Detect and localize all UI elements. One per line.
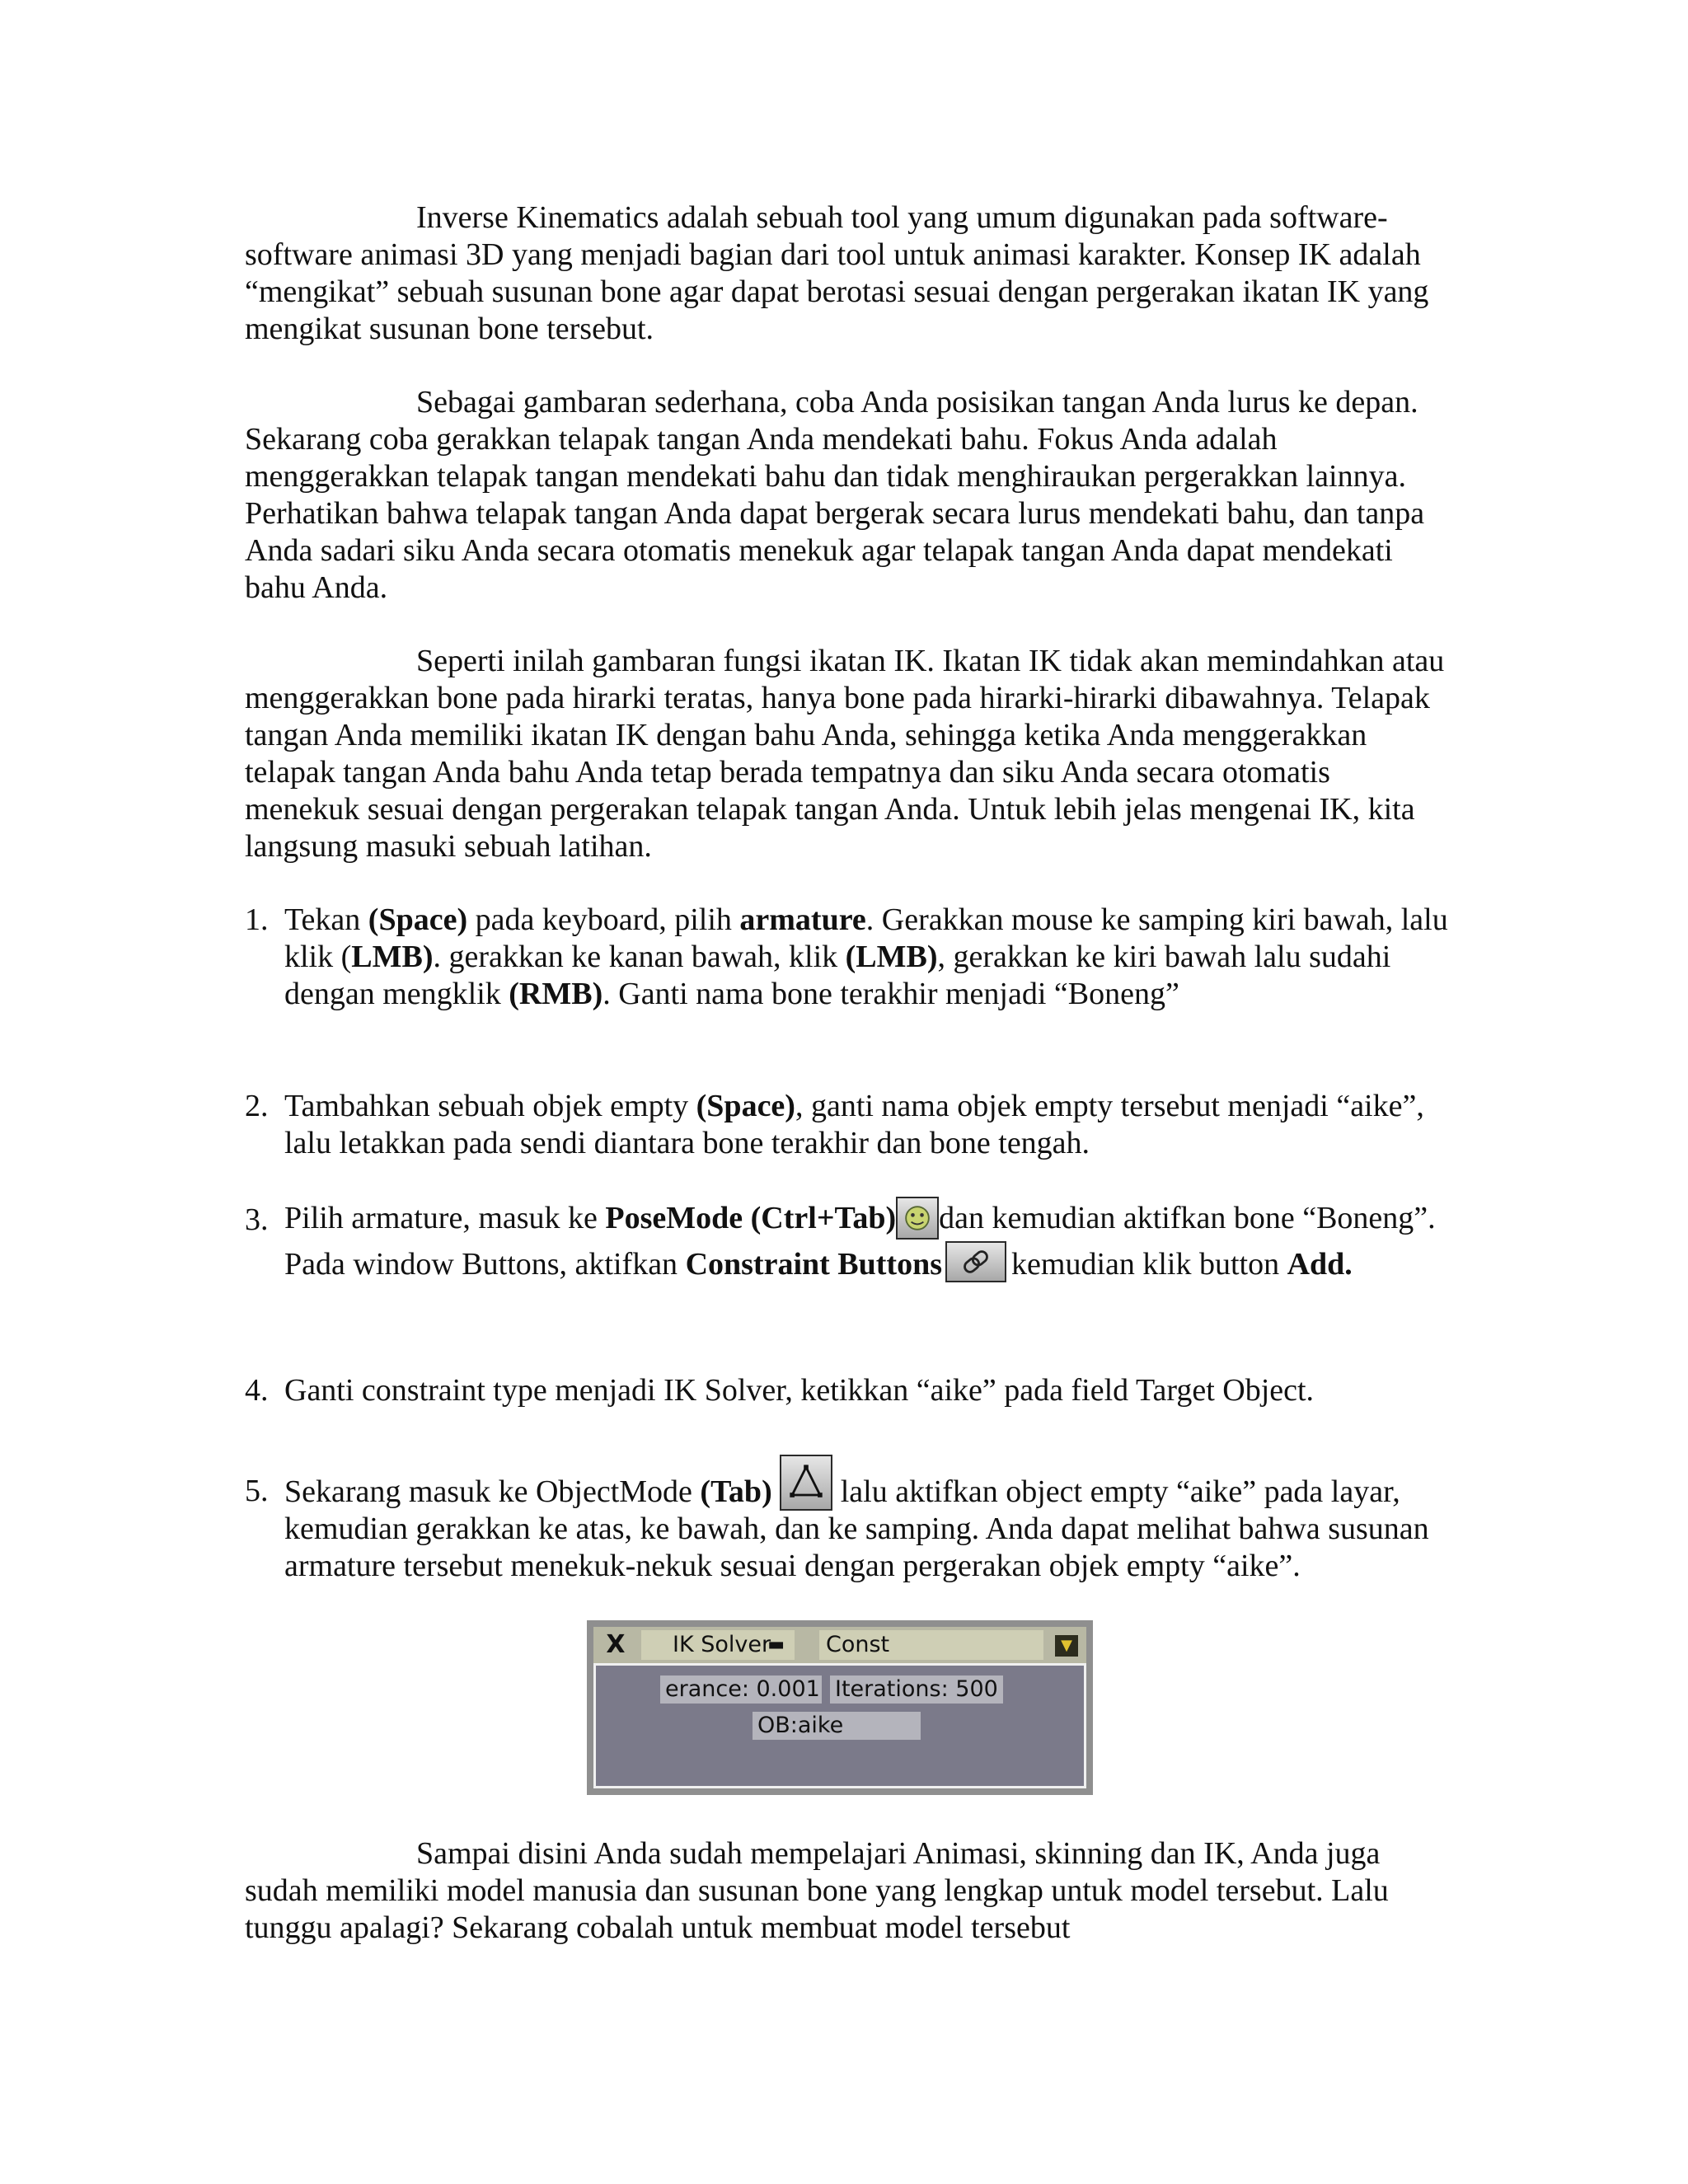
posemode-face-icon: [896, 1197, 939, 1240]
step-number: 2.: [245, 1089, 269, 1123]
ik-solver-panel-screenshot: [587, 1620, 1093, 1795]
step-text: Pilih armature, masuk ke PoseMode (Ctrl+Tab) dan kemudian aktifkan bone “Boneng”. Pada window Buttons, aktifkan Constraint Buttons kemudian klik button Add.: [284, 1195, 1448, 1287]
step-text: Ganti constraint type menjadi IK Solver, ketikkan “aike” pada field Target Object.: [284, 1373, 1315, 1408]
constraint-link-icon: [945, 1241, 1006, 1282]
step-number: 5.: [245, 1474, 269, 1508]
warning-icon: ▼: [1055, 1635, 1078, 1657]
constraint-name-field[interactable]: Const: [819, 1630, 1043, 1660]
iterations-field[interactable]: Iterations: 500: [830, 1675, 1003, 1704]
constraint-body: [593, 1663, 1086, 1788]
function-paragraph: Seperti inilah gambaran fungsi ikatan IK. Ikatan IK tidak akan memindahkan atau menggerakkan bone pada hirarki teratas, hanya bone pada hirarki-hirarki dibawahnya. Telapak tangan Anda memiliki ikatan IK dengan bahu Anda, sehingga ketika Anda menggerakkan telapak tangan Anda bahu Anda tetap berada tempatnya dan siku Anda secara otomatis menekuk sesuai dengan pergerakan telapak tangan Anda. Untuk lebih jelas mengenai IK, kita langsung masuki sebuah latihan.: [245, 644, 1445, 864]
constraint-header: [593, 1627, 1086, 1663]
step-text: Tambahkan sebuah objek empty (Space), ganti nama objek empty tersebut menjadi “aike”, lalu letakkan pada sendi diantara bone terakhir dan bone tengah.: [284, 1089, 1424, 1160]
example-paragraph: Sebagai gambaran sederhana, coba Anda posisikan tangan Anda lurus ke depan. Sekarang coba gerakkan telapak tangan Anda mendekati bahu. Fokus Anda adalah menggerakkan telapak tangan mendekati bahu dan tidak menghiraukan pergerakkan lainnya. Perhatikan bahwa telapak tangan Anda dapat bergerak secara lurus mendekati bahu, dan tanpa Anda sadari siku Anda secara otomatis menekuk agar telapak tangan Anda dapat mendekati bahu Anda.: [245, 385, 1425, 605]
step-number: 3.: [245, 1202, 269, 1237]
tolerance-field[interactable]: erance: 0.001: [660, 1675, 822, 1704]
constraint-type-select[interactable]: IK Solver ▬: [641, 1630, 795, 1660]
close-icon[interactable]: X: [606, 1630, 626, 1659]
step-text: Sekarang masuk ke ObjectMode (Tab) lalu aktifkan object empty “aike” pada layar, kemudian gerakkan ke atas, ke bawah, dan ke samping. Anda dapat melihat bahwa susunan armature tersebut menekuk-nekuk sesuai dengan pergerakan objek empty “aike”.: [284, 1455, 1448, 1585]
step-number: 1.: [245, 902, 269, 937]
closing-paragraph: Sampai disini Anda sudah mempelajari Animasi, skinning dan IK, Anda juga sudah memiliki model manusia dan susunan bone yang lengkap untuk model tersebut. Lalu tunggu apalagi? Sekarang cobalah untuk membuat model tersebut: [245, 1836, 1389, 1945]
step-number: 4.: [245, 1373, 269, 1408]
dropdown-icon: ▬: [767, 1634, 785, 1655]
intro-paragraph: Inverse Kinematics adalah sebuah tool yang umum digunakan pada software-software animasi 3D yang menjadi bagian dari tool untuk animasi karakter. Konsep IK adalah “mengikat” sebuah susunan bone agar dapat berotasi sesuai dengan pergerakan ikatan IK yang mengikat susunan bone tersebut.: [245, 200, 1429, 346]
target-object-field[interactable]: OB:aike: [753, 1712, 921, 1740]
step-text: Tekan (Space) pada keyboard, pilih armature. Gerakkan mouse ke samping kiri bawah, lalu klik (LMB). gerakkan ke kanan bawah, klik (LMB), gerakkan ke kiri bawah lalu sudahi dengan mengklik (RMB). Ganti nama bone terakhir menjadi “Boneng”: [284, 902, 1448, 1011]
objectmode-triangle-icon: [780, 1455, 832, 1511]
